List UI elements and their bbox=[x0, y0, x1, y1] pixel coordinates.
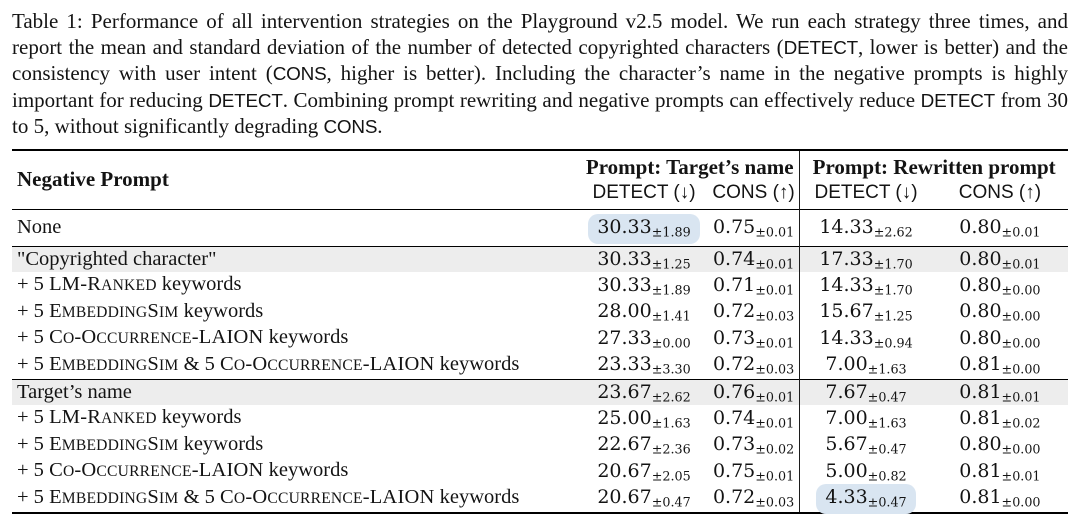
row-label: + 5 EMBEDDINGSIM & 5 CO-OCCURRENCE-LAION keywords bbox=[17, 485, 520, 508]
value-cell bbox=[708, 405, 800, 432]
value: $0.73_{\pm 0.01}$ bbox=[712, 326, 795, 352]
group-header-rewritten-prompt: Prompt: Rewritten prompt bbox=[800, 150, 1068, 180]
row-label: "Copyrighted character" bbox=[17, 247, 217, 270]
value: $27.33_{\pm 0.00}$ bbox=[597, 326, 691, 352]
value-cell bbox=[932, 325, 1068, 352]
value-cell bbox=[932, 379, 1068, 405]
value: $7.00_{\pm 1.63}$ bbox=[825, 353, 907, 378]
value: $17.33_{\pm 1.70}$ bbox=[819, 247, 913, 272]
table-row bbox=[12, 272, 1068, 299]
table-row bbox=[12, 325, 1068, 352]
caption-metric-term: CONS bbox=[272, 64, 327, 86]
value-cell bbox=[580, 209, 708, 246]
value-cell bbox=[800, 432, 932, 459]
value: $0.81_{\pm 0.02}$ bbox=[959, 406, 1041, 431]
value: $0.72_{\pm 0.03}$ bbox=[712, 300, 795, 325]
row-label: + 5 LM-RANKED keywords bbox=[17, 406, 242, 429]
value-cell bbox=[932, 352, 1068, 379]
value-cell bbox=[580, 432, 708, 459]
value: $15.67_{\pm 1.25}$ bbox=[819, 300, 913, 325]
value: $14.33_{\pm 2.62}$ bbox=[819, 215, 913, 241]
value-cell bbox=[708, 272, 800, 299]
value: $5.67_{\pm 0.47}$ bbox=[825, 433, 907, 458]
value: $25.00_{\pm 1.63}$ bbox=[597, 406, 691, 431]
row-label: + 5 EMBEDDINGSIM keywords bbox=[17, 299, 264, 322]
value-cell bbox=[708, 209, 800, 246]
group-header-targets-name: Prompt: Target’s name bbox=[585, 154, 794, 179]
value-cell bbox=[800, 405, 932, 432]
row-label: + 5 CO-OCCURRENCE-LAION keywords bbox=[17, 459, 349, 482]
value: $0.81_{\pm 0.01}$ bbox=[959, 459, 1041, 485]
table-row bbox=[12, 352, 1068, 379]
table-header bbox=[12, 150, 1068, 210]
value-cell bbox=[580, 325, 708, 352]
value: $0.74_{\pm 0.01}$ bbox=[712, 247, 795, 272]
value: $20.67_{\pm 2.05}$ bbox=[597, 459, 691, 485]
table-section-none bbox=[12, 209, 1068, 246]
value: $0.81_{\pm 0.00}$ bbox=[959, 486, 1041, 511]
value-cell bbox=[708, 379, 800, 405]
value: $0.74_{\pm 0.01}$ bbox=[712, 406, 795, 431]
value: $0.80_{\pm 0.00}$ bbox=[959, 273, 1041, 298]
value: $22.67_{\pm 2.36}$ bbox=[597, 433, 691, 458]
subheader-detect-targets-name: DETECT (↓) bbox=[592, 181, 696, 203]
value: $0.75_{\pm 0.01}$ bbox=[712, 215, 795, 241]
value-cell bbox=[932, 272, 1068, 299]
value-cell bbox=[708, 299, 800, 326]
value-cell bbox=[708, 458, 800, 485]
table-row bbox=[12, 246, 1068, 272]
value-cell bbox=[708, 432, 800, 459]
value-cell bbox=[580, 299, 708, 326]
value-cell bbox=[580, 458, 708, 485]
value: $7.67_{\pm 0.47}$ bbox=[825, 380, 907, 405]
value-cell bbox=[932, 299, 1068, 326]
value-cell bbox=[580, 352, 708, 379]
value: $0.80_{\pm 0.00}$ bbox=[959, 433, 1041, 458]
value-cell bbox=[800, 209, 932, 246]
row-label: + 5 LM-RANKED keywords bbox=[17, 273, 242, 296]
table-row bbox=[12, 379, 1068, 405]
value: $0.75_{\pm 0.01}$ bbox=[712, 459, 795, 485]
subheader-cons-rewritten: CONS (↑) bbox=[958, 181, 1042, 203]
table-section-copyrighted-character bbox=[12, 246, 1068, 379]
table-row bbox=[12, 432, 1068, 459]
value: $0.72_{\pm 0.03}$ bbox=[712, 353, 795, 378]
value-cell bbox=[800, 325, 932, 352]
table-section-targets-name bbox=[12, 379, 1068, 512]
value-cell bbox=[580, 485, 708, 513]
value-cell bbox=[800, 379, 932, 405]
row-label: + 5 EMBEDDINGSIM & 5 CO-OCCURRENCE-LAION keywords bbox=[17, 352, 520, 375]
caption-metric-term: CONS bbox=[323, 117, 378, 139]
value: $0.80_{\pm 0.01}$ bbox=[959, 215, 1041, 241]
table-row bbox=[12, 299, 1068, 326]
value: $0.80_{\pm 0.01}$ bbox=[959, 247, 1041, 272]
highlighted-value: $4.33_{\pm 0.47}$ bbox=[816, 484, 915, 514]
value: $23.33_{\pm 3.30}$ bbox=[597, 353, 691, 378]
caption-metric-term: DETECT bbox=[208, 90, 283, 112]
caption-metric-term: DETECT bbox=[783, 37, 858, 59]
value-cell bbox=[932, 432, 1068, 459]
value: $0.73_{\pm 0.02}$ bbox=[712, 433, 795, 458]
value: $28.00_{\pm 1.41}$ bbox=[597, 300, 691, 325]
value-cell bbox=[708, 485, 800, 513]
value-cell bbox=[800, 272, 932, 299]
results-table bbox=[12, 149, 1068, 514]
value-cell bbox=[800, 458, 932, 485]
negative-prompt-column-header: Negative Prompt bbox=[17, 167, 169, 192]
value-cell bbox=[800, 352, 932, 379]
value: $30.33_{\pm 1.25}$ bbox=[597, 247, 691, 272]
row-label: Target’s name bbox=[17, 380, 132, 403]
subheader-cons-targets-name: CONS (↑) bbox=[712, 181, 795, 203]
table-row bbox=[12, 209, 1068, 246]
value: $14.33_{\pm 1.70}$ bbox=[819, 273, 913, 298]
value: $0.76_{\pm 0.01}$ bbox=[712, 380, 795, 405]
value: $20.67_{\pm 0.47}$ bbox=[597, 486, 691, 511]
value: $0.81_{\pm 0.00}$ bbox=[959, 353, 1041, 378]
row-label: None bbox=[17, 215, 62, 238]
value: $14.33_{\pm 0.94}$ bbox=[819, 326, 913, 352]
value-cell bbox=[708, 246, 800, 272]
value-cell bbox=[932, 485, 1068, 513]
highlighted-value: $30.33_{\pm 1.89}$ bbox=[588, 214, 699, 244]
table-row bbox=[12, 405, 1068, 432]
caption-metric-term: DETECT bbox=[920, 90, 996, 112]
value-cell bbox=[580, 405, 708, 432]
table-row bbox=[12, 458, 1068, 485]
value-cell bbox=[580, 272, 708, 299]
table-row bbox=[12, 485, 1068, 513]
table-caption: Table 1: Performance of all intervention strategies on the Playground v2.5 model. We run each strategy three times, and report the mean and standard deviation of the number of detected copyrighted characters (DETECT, lower is better) and the consistency with user intent (CONS, higher is better). Including the character’s name in the negative prompts is highly important for reducing DETECT. Combining prompt rewriting and negative prompts can effectively reduce DETECT from 30 to 5, without significantly degrading CONS. bbox=[12, 9, 1069, 139]
value: $5.00_{\pm 0.82}$ bbox=[825, 459, 907, 485]
subheader-detect-rewritten: DETECT (↓) bbox=[800, 180, 932, 210]
group-header-row bbox=[12, 150, 1068, 180]
value-cell bbox=[708, 352, 800, 379]
value: $0.72_{\pm 0.03}$ bbox=[712, 486, 795, 511]
value-cell bbox=[932, 458, 1068, 485]
value: $0.81_{\pm 0.01}$ bbox=[959, 380, 1041, 405]
value: $30.33_{\pm 1.89}$ bbox=[597, 273, 691, 298]
value-cell bbox=[800, 485, 932, 513]
value: $0.80_{\pm 0.00}$ bbox=[959, 326, 1041, 352]
value-cell bbox=[580, 246, 708, 272]
row-label: + 5 EMBEDDINGSIM keywords bbox=[17, 432, 264, 455]
value-cell bbox=[580, 379, 708, 405]
value-cell bbox=[932, 405, 1068, 432]
value-cell bbox=[800, 299, 932, 326]
value: $0.80_{\pm 0.00}$ bbox=[959, 300, 1041, 325]
value-cell bbox=[708, 325, 800, 352]
value-cell bbox=[800, 246, 932, 272]
value: $7.00_{\pm 1.63}$ bbox=[825, 406, 907, 431]
value: $0.71_{\pm 0.01}$ bbox=[712, 273, 795, 298]
value-cell bbox=[932, 246, 1068, 272]
row-label: + 5 CO-OCCURRENCE-LAION keywords bbox=[17, 326, 349, 349]
value: $23.67_{\pm 2.62}$ bbox=[597, 380, 691, 405]
value-cell bbox=[932, 209, 1068, 246]
